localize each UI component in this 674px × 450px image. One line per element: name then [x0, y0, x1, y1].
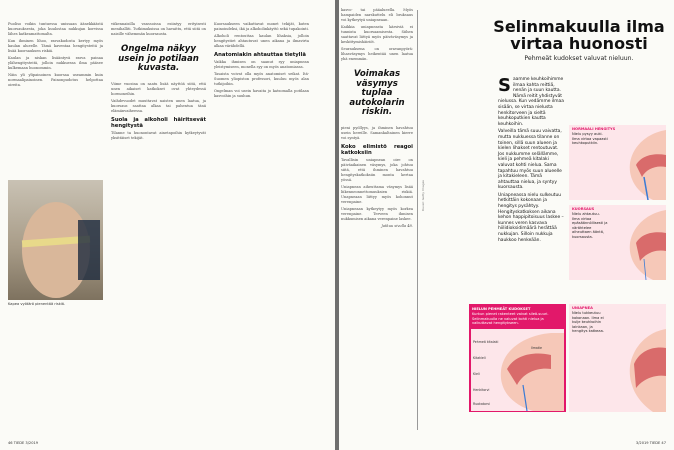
page-divider — [417, 10, 418, 430]
subheading: Anatomiakin ahtauttaa tietyllä — [214, 52, 306, 58]
label-soft-palate: Pehmeä kitalaki — [473, 340, 499, 344]
headline: Selinmakuulla ilma virtaa huonosti — [493, 17, 665, 53]
paragraph: pieni pyöllyys, ja ihminen havahtuu usein hereille. Samankaltainen kierre voi syntyä. — [341, 125, 413, 140]
paragraph: Tavallisin uniapnean oire on päiväaikainen väsymys, joka johtuu siitä, että ihminen havahtuu hengityskatkoksiin monta kertaa yössä. — [341, 157, 413, 182]
subheadline: Pehmeät kudokset valuvat nieluun. — [524, 55, 634, 62]
paragraph: Kun ihminen lihoo, rasvakudosta kertyy myös kaulan alueelle. Tämä kaventaa hengitysteitä ja lisää kuorsauksen riskiä. — [8, 39, 103, 53]
label-airway: Ilmatie — [531, 346, 542, 350]
paragraph: kasvo- tai pääalueella. Myös hampaiden narskuttelu eli bruksaus voi kytkeytyä uniapneaan. — [341, 8, 413, 22]
right-page — [339, 0, 674, 450]
paragraph: Alkoholi rentouttaa kaulan lihaksia, jolloin hengitystiet ahtautuvat unen aikana ja ilmavirta alkaa värähdellä. — [214, 34, 309, 48]
paragraph: Tasaista voivat olla myös anatomiset seikat. Itä-Suomen yliopiston professori, kuuluu myös alan tutkijoihin. — [214, 72, 309, 86]
paragraph: Uniapneaan kytkeytyy myös korkea verenpaine. Terveen ihmisen nukkumisen aikana verenpaine laskee. — [341, 206, 413, 221]
photo-caption: Kapea vyötärö pienentää riskiä. — [8, 302, 66, 306]
intro-text — [498, 77, 564, 243]
column-3 — [214, 22, 309, 422]
box-text: Kurkun pienet rakenteet vaivat sileä-suuri. Selinmakuulla ne valuvat kohti nielua ja vaikuttavat hengitykseen. — [472, 312, 549, 325]
pull-quote: Voimakas väsymys tuplaa autokolarin riskin. — [349, 69, 405, 117]
snoring-box — [569, 205, 666, 280]
paragraph: Seurauksena on oravanpyörä: lihasväsymys heikentää unen laatua yhä enemmän. — [341, 47, 413, 61]
column-4 — [341, 8, 413, 428]
throat-anatomy-illustration — [471, 329, 564, 411]
paragraph: Kaikkia uniapneasta kärsiviä ei tunnista kuorsaamisesta. Siihen saattavat liittyä myös päiväväsymys ja keskittymishäiriöt. — [341, 25, 413, 44]
airway-apnea-illustration — [608, 324, 666, 412]
label-uvula: Kitakieli — [473, 356, 486, 360]
page-footer: 3/2019 TIEDE 47 — [635, 441, 666, 445]
label-windpipe: Henkitorvi — [473, 388, 490, 392]
continues-note: Jatkuu sivulla 48. — [381, 223, 413, 228]
waist-photo — [8, 180, 103, 300]
paragraph: Näin yli ylipainoinen kuorsaa useammin kuin normaalipainoinen. Painonpudotus helpottaa oireita. — [8, 73, 103, 87]
box-title: NIELUN PEHMEÄT KUDOKSET — [472, 307, 531, 311]
box-text: Nielu ahtautuu. Ilma virtaa epäsäännöllisesti ja värähtelee aiheuttaen ääntä, kuorsausta. — [572, 212, 608, 239]
apnea-box — [569, 304, 666, 412]
intro-paragraph: aamme keuhkoihimme ilmaa kahta reittiä, nenän ja suun kautta. Nämä reitit yhdistyvät nielussa. Kun vedämme ilmaa sisään, se virtaa nielusta henkitorveen ja sieltä keuhkoputkien kautta keuhkoihin. — [498, 77, 564, 127]
box-text: Nielu pysyy auki. Ilma virtaa vapaasti keuhkoputkiin. — [572, 132, 608, 145]
subheading: Suola ja alkoholi häiritsevät hengitystä — [111, 116, 206, 129]
drop-cap: S — [498, 75, 511, 96]
paragraph: Uniapnean aiheuttama väsymys lisää liikenneonnettomuuksien riskiä. Unapneaan liittyy myös kohonnut verenpaine. — [341, 184, 413, 204]
box-title: NORMAALI HENGITYS — [572, 127, 616, 131]
paragraph: Kuorsaukseen vaikuttavat monet tekijät, kuten painoindeksi, ikä ja alkoholinkäyttö sekä tupakointi. — [214, 22, 309, 31]
airway-snoring-illustration — [608, 205, 666, 280]
paragraph: Vaihdevuodet muuttavat naisten unen laatua, ja kuorsaus saattaa alkaa tai pahentua tänä elämänvaiheessa. — [111, 98, 206, 113]
column-2 — [111, 22, 206, 422]
photo-credit: Kuvat: Getty Images — [421, 180, 425, 211]
page-footer: 46 TIEDE 3/2019 — [8, 441, 39, 445]
paragraph: Kaulan ja niskan lisääntyvä rasva painaa ylähengitysteitä, jolloin nukkuessa ilma pääsee kulkemaan huonommin. — [8, 56, 103, 70]
box-text: Nielu tukkeutuu kokonaan. Ilma ei kulje keuhkoihin lainkaan, ja hengitys katkeaa. — [572, 311, 604, 333]
normal-breathing-box — [569, 125, 666, 200]
paragraph: Viime vuosina on saatu lisää näyttöä siitä, että unen aikaiset katkokset ovat yhteydessä hormoneihin. — [111, 81, 206, 96]
box-title: UNIAPNEA — [572, 306, 593, 310]
label-tongue: Kieli — [473, 372, 480, 376]
left-page — [0, 0, 335, 450]
paragraph: Tilanne ta huonontavat ainetapoihin kytkeytyvät yksittäiset tekijät. — [111, 130, 206, 140]
paragraph: viikennaisilla vanssoissa esiintyy erityisesti menihalliti. Tutkimuksissa on havaittu, että siitä on naisille vähemmän kuorsausta. — [111, 22, 206, 36]
column-1 — [8, 22, 103, 177]
paragraph: Vaikka ihmisen on saanut syy uniapnean yleistymiseen, monella syy on myös anatomiassa. — [214, 60, 309, 69]
paragraph: Ongelman voi usein havaita jo katsomalla potilaan kasvoihin ja suuhun. — [214, 89, 309, 98]
box-title: KUORSAUS — [572, 207, 595, 211]
paragraph: Puoliso voikin tuntuessa unissaan äänekkäästä kuorsauksesta, joka kuulostaa nukkujan korvissa lähes katkeamattomalta. — [8, 22, 103, 36]
pull-quote: Ongelma näkyy usein jo potilaan kuvasta. — [118, 44, 199, 73]
label-esophagus: Ruokatorvi — [473, 402, 491, 406]
intro-paragraph: Uniapneassa nielu sulkeutuu hetkittäin kokonaan ja hengitys pysähtyy. Hengityskatkoksen aikana kehon happipitoisuus laskee – kunnes veren kasvava hiilidioksidimäärä herättää nukkujan. Silloin nukkuja haukkoo henkeään. — [498, 192, 564, 243]
soft-tissues-box — [469, 304, 566, 412]
subheading: Koko elimistö reagoi katkoksiin — [341, 143, 413, 156]
waist-tape-illustration — [8, 180, 103, 300]
intro-paragraph: Valveilla tämä suuu vaivatta, mutta nukkuessa tilanne on toinen, sillä suun alueen ja kielen lihakset rentoutuvat. Jos nukkumme selällämme, kieli ja pehmeä kitalaki valuvat kohti nielua. Sama tapahtuu myös suun alueelle ja kitakieleen. Tämä ahtauttaa nielua, ja syntyy kuorsausta. — [498, 129, 562, 191]
airway-normal-illustration — [608, 125, 666, 200]
